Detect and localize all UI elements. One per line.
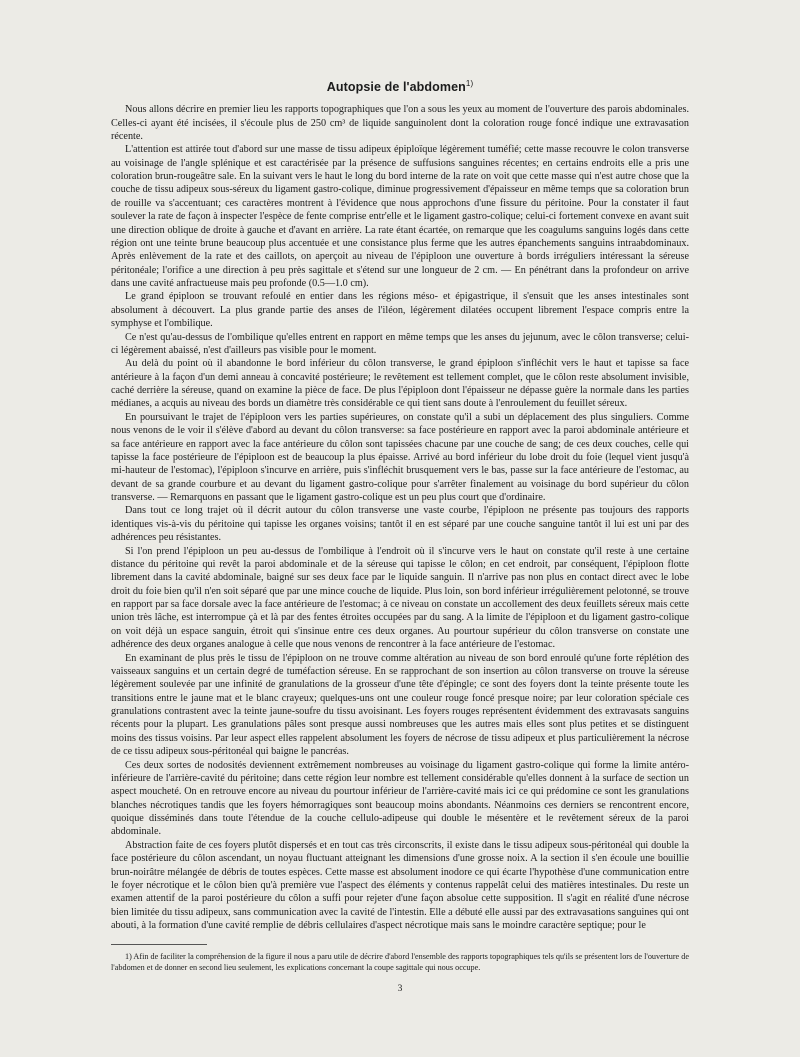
paragraph: Si l'on prend l'épiploon un peu au-dessus de l'ombilique à l'endroit où il s'incurve vers le haut on constate qu'il reste à une certaine distance du péritoine qui revêt la paroi abdominale et de la séreuse qui tapisse le côlon; en cet endroit, par conséquent, l'épiploon flotte librement dans la cavité abdominale, baigné sur ses deux face par le liquide sanguin. Il n'arrive pas non plus en contact direct avec le lobe droit du foie bien qu'il n'en soit séparé que par une mince couche de liquide. Plus loin, son bord inférieur irrégulièrement pelotonné, se trouve en rapport par sa face dorsale avec la face antérieure de l'estomac; à ce niveau on constate un accollement des deux feuillets séreux mais cette union très lâche, est interrompue çà et là par des fentes étroites occupées par du sang. A la limite de l'épiploon et du ligament gastro-colique on voit déjà un espace sanguin, étroit qui s'insinue entre ces deux organes. Au pourtour supérieur du côlon transverse on constate une adhérence des deux organes analogue à celle que nous venons de rencontrer à la face antérieure de l'estomac. xyxy=(111,545,689,651)
paragraph: En examinant de plus près le tissu de l'épiploon on ne trouve comme altération au niveau de son bord enroulé qu'une forte réplétion des vaisseaux sanguins et un certain degré de tuméfaction séreuse. En se rapprochant de son insertion au côlon transverse on trouve la séreuse légèrement soulevée par une infinité de granulations de la grosseur d'une tête d'épingle; ce sont des foyers dont la teinte présente toute les transitions entre le jaune mat et le blanc crayeux; quelques-uns ont une couleur rouge foncé presque noire; par leur coloration spéciale ces granulations contrastent avec la teinte jaune-soufre du tissu avoisinant. Les foyers rouges représentent évidemment des extravasats sanguins récents pour la plupart. Les granulations pâles sont presque aussi nombreuses que les autres mais elles sont plus petites et se distinguent moins des tissus voisins. Par leur aspect elles rappelent absolument les foyers de nécrose de tissu adipeux et plus particulièrement la nécrose de ce tissu adipeux sous-péritonéal qui baigne le pancréas. xyxy=(111,652,689,758)
paragraph: Ce n'est qu'au-dessus de l'ombilique qu'elles entrent en rapport en même temps que les anses du jejunum, avec le côlon transverse; celui-ci légèrement abaissé, n'est d'ailleurs pas visible pour le moment. xyxy=(111,331,689,356)
paragraph: Abstraction faite de ces foyers plutôt dispersés et en tout cas très circonscrits, il existe dans le tissu adipeux sous-péritonéal qui double la face postérieure du côlon ascendant, un noyau fluctuant atteignant les dimensions d'une grosse noix. A la section il s'en écoule une bouillie brun-noirâtre mélangée de débris de toutes espèces. Cette masse est absolument inodore ce qui écarte l'hypothèse d'une communication entre le foyer nécrotique et le côlon bien qu'à première vue l'aspect des éléments y contenus rappelât celui des matières intestinales. Du reste un examen attentif de la paroi postérieure du côlon a suffi pour rejeter d'une façon absolue cette supposition. Il s'agit en réalité d'une nécrose bien limitée du tissu adipeux, sans communication avec la cavité de l'intestin. Elle a débuté elle aussi par des extravasations sanguines qui ont abouti, à la formation d'une cavité remplie de débris cellulaires d'aspect nécrotique mais sans le moindre caractère septique; pour le xyxy=(111,839,689,932)
paragraph: Nous allons décrire en premier lieu les rapports topographiques que l'on a sous les yeux au moment de l'ouverture des parois abdominales. Celles-ci ayant été incisées, il s'écoule plus de 250 cm³ de liquide sanguinolent dont la coloration rouge foncé indique une extravasation récente. xyxy=(111,104,689,142)
paragraph: Dans tout ce long trajet où il décrit autour du côlon transverse une vaste courbe, l'épiploon ne présente pas toujours des rapports identiques vis-à-vis du péritoine qui tapisse les organes voisins; tantôt il en est séparé par une couche sanguine tantôt il lui est uni par des adhérences peu résistantes. xyxy=(111,505,689,544)
page-title xyxy=(111,79,689,94)
title-footnote-marker: 1) xyxy=(465,79,474,88)
paragraph: Le grand épiploon se trouvant refoulé en entier dans les régions méso- et épigastrique, il s'ensuit que les anses intestinales sont absolument à découvert. La plus grande partie des anses de l'iléon, légèrement dilatées occupent librement l'espace compris entre la symphyse et l'ombilique. xyxy=(111,291,689,330)
footnote: 1) Afin de faciliter la compréhension de la figure il nous a paru utile de décrire d'abord l'ensemble des rapports topographiques tels qu'ils se présentent lors de l'ouverture de l'abdomen et de donner en second lieu seulement, les explications concernant la coupe sagittale qui nous occupe. xyxy=(111,952,689,972)
footnote-divider xyxy=(111,944,207,945)
article-body xyxy=(111,103,689,932)
page-number: 3 xyxy=(397,983,403,994)
paragraph: Ces deux sortes de nodosités deviennent extrêmement nombreuses au voisinage du ligament gastro-colique qui forme la limite antéro-inférieure de l'arrière-cavité du péritoine; dans cette région leur nombre est tellement considérable qu'elles donnent à la surface de section un aspect moucheté. On en retrouve encore au niveau du pourtour inférieur de l'arrière-cavité mais ici ce qui prédomine ce sont les granulations blanches nécrotiques tandis que les foyers hémorragiques sont beaucoup moins abondants. Néanmoins ces derniers se rencontrent encore, quoique disséminés dans toute l'étendue de la couche cellulo-adipeuse qui double le mésentère et le revêtement séreux de la paroi abdominale. xyxy=(111,759,689,838)
paragraph: L'attention est attirée tout d'abord sur une masse de tissu adipeux épiploïque légèrement tuméfié; cette masse recouvre le colon transverse au voisinage de l'angle splénique et est caractérisée par la présence de suffusions sanguines récentes; en certains endroits elle a pris une coloration brun-rougeâtre sale. En la suivant vers le haut le long du bord interne de la rate on voit que cette masse qui n'est autre chose que la couche de tissu adipeux sous-séreux du ligament gastro-colique, diminue progressivement d'épaisseur en même temps que sa coloration brun de rouille va s'accentuant; ces caractères montrent à l'évidence que nous approchons d'une fissure du péritoine. Pour la constater il faut soulever la rate de façon à inspecter l'espèce de fente comprise entr'elle et le ligament gastro-colique; celui-ci fortement convexe en avant suit une direction oblique de droite à gauche et d'avant en arrière. La rate étant écartée, on remarque que les coagulums sanguins logés dans cette région ont une teinte brune beaucoup plus accentuée et une consistance plus ferme que les autres épanchements sanguins intraabdominaux. Après enlèvement de la rate et des caillots, on aperçoit au niveau de l'épiploon une ouverture à bords irréguliers intéressant la séreuse péritonéale; l'orifice a une direction à peu près sagittale et s'étend sur une longueur de 2 cm. — En pénétrant dans la profondeur on arrive dans une cavité anfractueuse mais peu profonde (0.5—1.0 cm). xyxy=(111,144,689,290)
title-text: Autopsie de l'abdomen xyxy=(326,80,466,95)
paragraph: Au delà du point où il abandonne le bord inférieur du côlon transverse, le grand épiploon s'infléchit vers le haut et tapisse sa face antérieure à la façon d'un demi anneau à concavité postérieure; le revêtement est tellement complet, que le côlon reste absolument invisible, caché derrière la séreuse, quand on examine la pièce de face. De plus l'épiploon dont l'épaisseur ne dépasse guère la normale dans les parties médianes, a acquis au niveau des bords un diamètre très considérable ce qui tient sans doute à l'enroulement du feuillet séreux. xyxy=(111,358,689,410)
paragraph: En poursuivant le trajet de l'épiploon vers les parties supérieures, on constate qu'il a subi un déplacement des plus singuliers. Comme nous venons de le voir il s'élève d'abord au devant du côlon transverse: sa face postérieure en rapport avec la paroi abdominale antérieure et sa face antérieure en rapport avec la face antérieure du côlon sont tapissées chacune par une couche de sang; de ces deux couches, celle qui tapisse la face postérieure de l'épiploon est de beaucoup la plus épaisse. Arrivé au bord inférieur du lobe droit du foie (lequel vient jusqu'à mi-hauteur de l'estomac), l'épiploon s'incurve en arrière, puis s'infléchit brusquement vers le bas, passe sur la face antérieure de l'estomac, au devant de sa grande courbure et au devant du ligament gastro-colique pour s'arrêter finalement au voisinage du bord supérieur du côlon transverse. — Remarquons en passant que le ligament gastro-colique est un peu plus court que d'ordinaire. xyxy=(111,411,689,504)
